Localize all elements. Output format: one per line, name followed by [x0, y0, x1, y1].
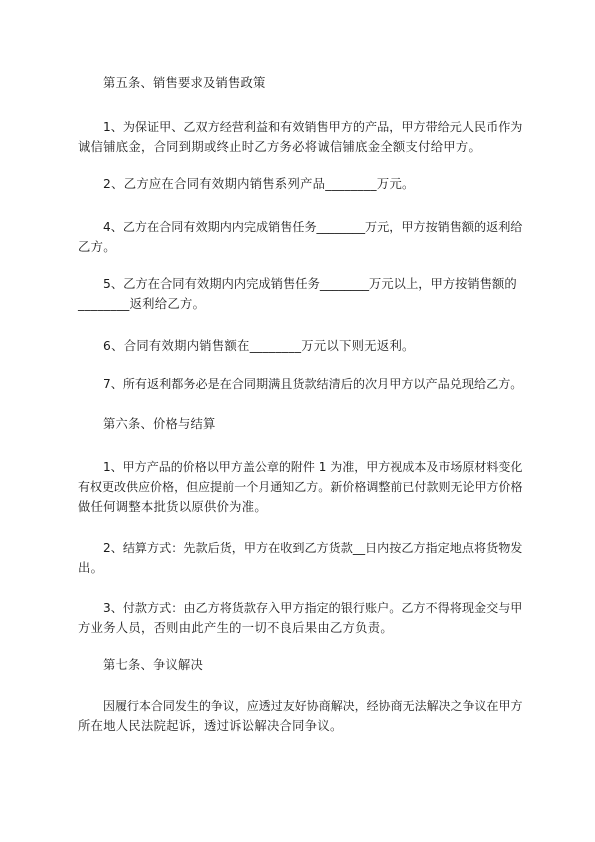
section-7-heading	[78, 655, 525, 675]
paragraph-line: 7、所有返利都务必是在合同期满且货款结清后的次月甲方以产品兑现给乙方。	[103, 377, 523, 391]
paragraph-line: 1、甲方产品的价格以甲方盖公章的附件 1 为准，甲方视成本及市场原材料变化	[103, 460, 523, 474]
paragraph-line: 出。	[78, 561, 104, 575]
paragraph-line: 5、乙方在合同有效期内内完成销售任务________万元以上，甲方按销售额的	[103, 277, 517, 291]
paragraph-line: 2、结算方式：先款后货，甲方在收到乙方货款__日内按乙方指定地点将货物发	[103, 541, 523, 555]
s5-item-1	[78, 117, 525, 157]
s6-item-3	[78, 598, 525, 638]
s6-item-1	[78, 457, 525, 517]
s5-item-6	[78, 336, 525, 356]
paragraph-line: 诚信铺底金，合同到期或终止时乙方务必将诚信铺底金全额支付给甲方。	[78, 140, 482, 154]
paragraph-line: 有权更改供应价格，但应提前一个月通知乙方。新价格调整前已付款则无论甲方价格	[78, 480, 523, 494]
paragraph-line: 做任何调整本批货以原供价为准。	[78, 500, 267, 514]
s5-item-4	[78, 217, 525, 257]
s7-paragraph	[78, 696, 525, 736]
paragraph-line: 2、乙方应在合同有效期内销售系列产品________万元。	[103, 177, 415, 191]
paragraph-line: 因履行本合同发生的争议，应透过友好协商解决，经协商无法解决之争议在甲方	[103, 699, 523, 713]
paragraph-line: 所在地人民法院起诉，透过诉讼解决合同争议。	[78, 719, 343, 733]
paragraph-line: 6、合同有效期内销售额在________万元以下则无返利。	[103, 339, 415, 353]
section-heading: 第六条、价格与结算	[103, 417, 216, 431]
s5-item-7	[78, 374, 525, 394]
s5-item-2	[78, 174, 525, 194]
paragraph-line: 方业务人员，否则由此产生的一切不良后果由乙方负责。	[78, 621, 393, 635]
section-5-heading	[78, 73, 525, 93]
section-6-heading	[78, 414, 525, 434]
paragraph-line: 1、为保证甲、乙双方经营利益和有效销售甲方的产品，甲方带给元人民币作为	[103, 120, 523, 134]
paragraph-line: ________返利给乙方。	[78, 297, 206, 311]
paragraph-line: 4、乙方在合同有效期内内完成销售任务________万元，甲方按销售额的返利给	[103, 220, 523, 234]
paragraph-line: 3、付款方式：由乙方将货款存入甲方指定的银行账户。乙方不得将现金交与甲	[103, 601, 523, 615]
section-heading: 第七条、争议解决	[103, 658, 203, 672]
s6-item-2	[78, 538, 525, 578]
s5-item-5	[78, 274, 525, 314]
section-heading: 第五条、销售要求及销售政策	[103, 76, 266, 90]
paragraph-line: 乙方。	[78, 240, 116, 254]
